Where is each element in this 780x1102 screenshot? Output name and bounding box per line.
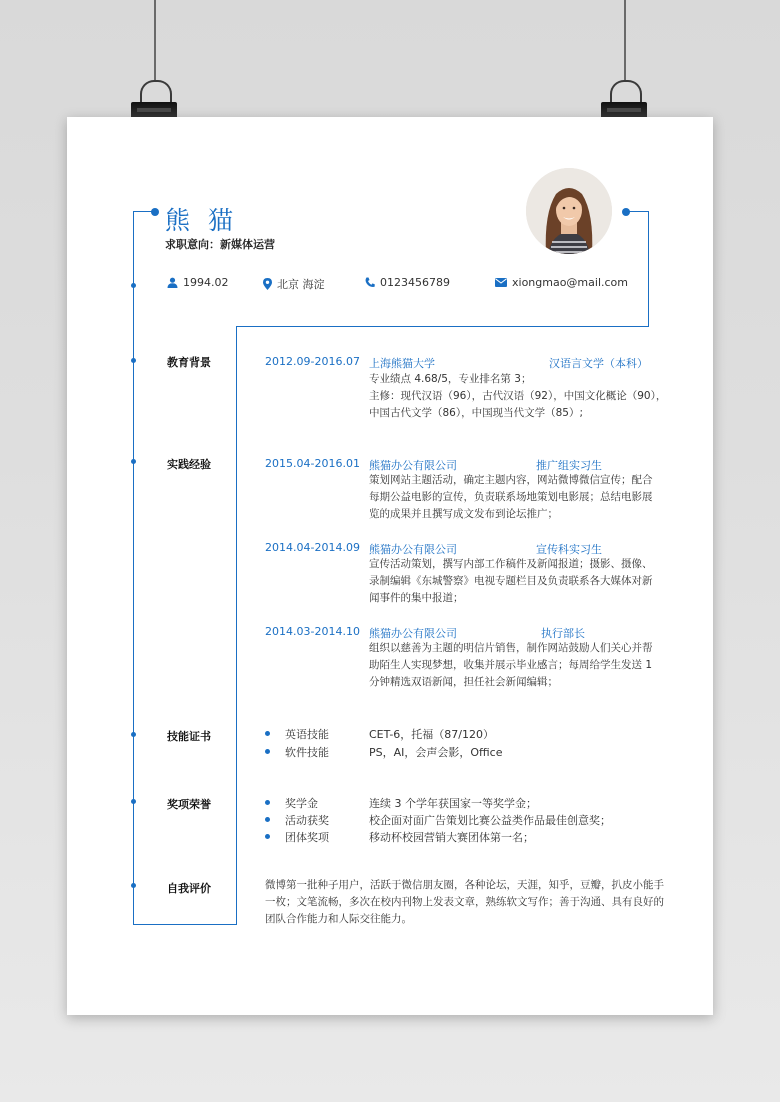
experience-org: 熊猫办公有限公司 <box>369 543 457 556</box>
award-label: 团体奖项 <box>285 831 329 844</box>
experience-line: 录制编辑《东城警察》电视专题栏目及负责联系各大媒体对新 <box>369 575 653 587</box>
experience-date: 2014.04-2014.09 <box>265 541 360 554</box>
experience-date: 2014.03-2014.10 <box>265 625 360 638</box>
resume-page <box>67 117 713 1015</box>
experience-role: 执行部长 <box>541 627 585 640</box>
timeline-dot <box>131 459 136 464</box>
frame-mid-horizontal <box>236 326 648 327</box>
experience-org: 熊猫办公有限公司 <box>369 627 457 640</box>
hanging-wire-left <box>154 0 156 82</box>
user-icon <box>167 277 178 288</box>
award-value: 校企面对面广告策划比赛公益类作品最佳创意奖； <box>369 814 611 827</box>
contact-birth <box>167 276 229 289</box>
timeline-dot <box>131 283 136 288</box>
timeline-dot <box>131 358 136 363</box>
experience-line: 览的成果并且撰写成文发布到论坛推广； <box>369 508 558 520</box>
experience-role: 宣传科实习生 <box>536 543 602 556</box>
frame-left-vertical <box>133 211 134 925</box>
self-eval-line: 一枚；文笔流畅，多次在校内刊物上发表文章，熟练软文写作；善于沟通、具有良好的 <box>265 896 664 908</box>
section-title-skills: 技能证书 <box>167 730 211 743</box>
experience-date: 2015.04-2016.01 <box>265 457 360 470</box>
self-eval-line: 微博第一批种子用户，活跃于微信朋友圈，各种论坛，天涯，知乎，豆瓣，扒皮小能手 <box>265 879 664 891</box>
skill-value: PS，AI，会声会影，Office <box>369 746 503 759</box>
frame-dot-left <box>151 208 159 216</box>
experience-line: 闻事件的集中报道； <box>369 592 464 604</box>
award-value: 移动杯校园营销大赛团体第一名； <box>369 831 534 844</box>
contact-location <box>263 276 325 292</box>
bullet-dot <box>265 731 270 736</box>
bullet-dot <box>265 749 270 754</box>
skill-label: 英语技能 <box>285 728 329 741</box>
experience-line: 宣传活动策划，撰写内部工作稿件及新闻报道；摄影、摄像、 <box>369 558 653 570</box>
education-school: 上海熊猫大学 <box>369 357 435 370</box>
contact-email <box>495 276 628 289</box>
timeline-dot <box>131 883 136 888</box>
education-line: 专业绩点 4.68/5，专业排名第 3； <box>369 373 532 385</box>
skill-value: CET-6，托福（87/120） <box>369 728 495 741</box>
section-title-experience: 实践经验 <box>167 458 211 471</box>
timeline-dot <box>131 732 136 737</box>
phone-icon <box>365 277 375 288</box>
experience-role: 推广组实习生 <box>536 459 602 472</box>
frame-top-right <box>628 211 649 212</box>
award-label: 活动获奖 <box>285 814 329 827</box>
experience-line: 组织以慈善为主题的明信片销售，制作网站鼓励人们关心并帮 <box>369 642 653 654</box>
award-label: 奖学金 <box>285 797 318 810</box>
candidate-name: 熊 猫 <box>165 206 238 235</box>
education-major: 汉语言文学（本科） <box>549 357 648 370</box>
location-text: 北京 海淀 <box>277 278 325 291</box>
frame-dot-right <box>622 208 630 216</box>
section-title-awards: 奖项荣誉 <box>167 798 211 811</box>
contact-phone <box>365 276 450 289</box>
timeline-dot <box>131 799 136 804</box>
skill-label: 软件技能 <box>285 746 329 759</box>
experience-line: 每期公益电影的宣传，负责联系场地策划电影展；总结电影展 <box>369 491 653 503</box>
award-value: 连续 3 个学年获国家一等奖学金； <box>369 797 537 810</box>
education-line: 主修：现代汉语（96），古代汉语（92），中国文化概论（90）， <box>369 390 667 402</box>
hanging-wire-right <box>624 0 626 82</box>
section-title-self-eval: 自我评价 <box>167 882 211 895</box>
experience-line: 策划网站主题活动，确定主题内容，网站微博微信宣传；配合 <box>369 474 653 486</box>
phone-number: 0123456789 <box>380 276 450 289</box>
education-date: 2012.09-2016.07 <box>265 355 360 368</box>
frame-inner-vertical <box>236 326 237 925</box>
birth-date: 1994.02 <box>183 276 229 289</box>
experience-line: 分钟精选双语新闻，担任社会新闻编辑； <box>369 676 558 688</box>
experience-line: 助陌生人实现梦想，收集并展示毕业感言；每周给学生发送 1 <box>369 659 653 671</box>
bullet-dot <box>265 817 270 822</box>
bullet-dot <box>265 834 270 839</box>
section-title-education: 教育背景 <box>167 356 211 369</box>
frame-right-vertical <box>648 211 649 327</box>
education-line: 中国古代文学（86），中国现当代文学（85）; <box>369 407 584 419</box>
frame-bottom <box>133 924 236 925</box>
mail-icon <box>495 278 507 287</box>
self-eval-line: 团队合作能力和人际交往能力。 <box>265 913 412 925</box>
location-pin-icon <box>263 278 272 290</box>
email-address: xiongmao@mail.com <box>512 276 628 289</box>
bullet-dot <box>265 800 270 805</box>
job-intent: 求职意向：新媒体运营 <box>165 238 275 251</box>
profile-photo <box>526 168 612 254</box>
experience-org: 熊猫办公有限公司 <box>369 459 457 472</box>
